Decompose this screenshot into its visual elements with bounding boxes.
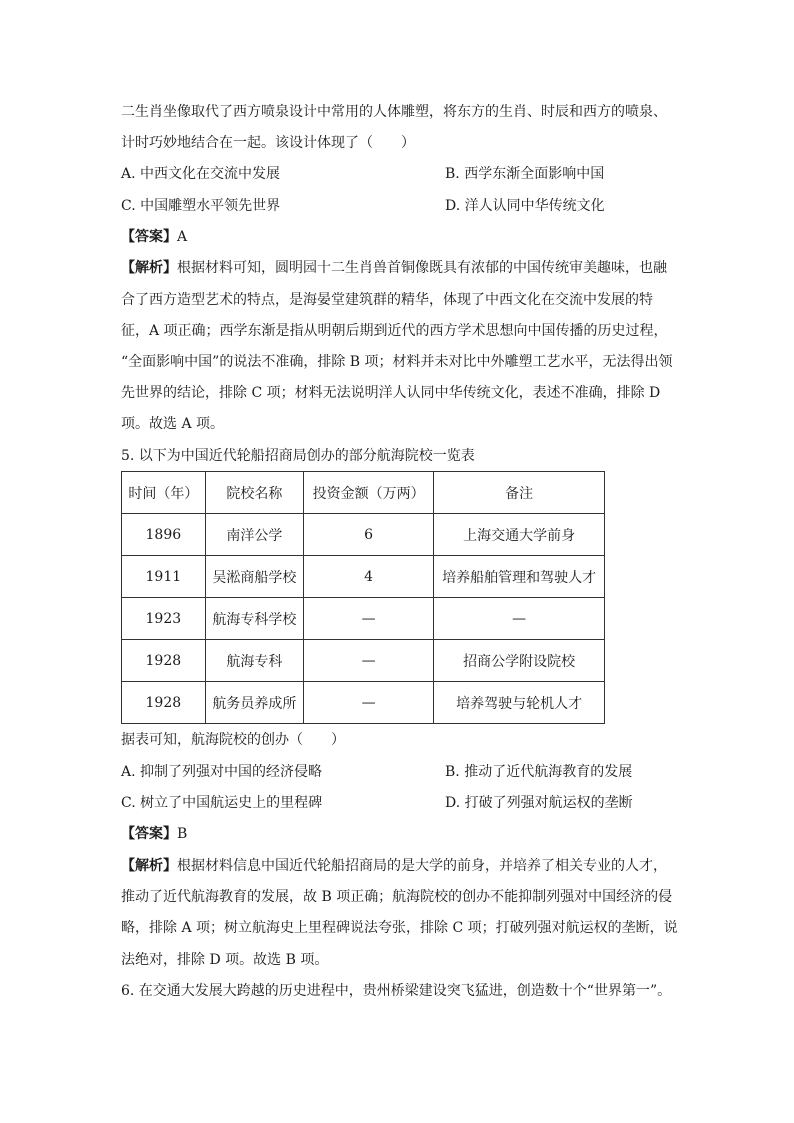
table-row (122, 556, 605, 598)
q5-option-c: C. 树立了中国航运史上的里程碑 (121, 795, 323, 811)
q6-stem: 6. 在交通大发展大跨越的历史进程中，贵州桥梁建设突飞猛进，创造数十个“世界第一”。 (121, 983, 672, 999)
table-header-cell: 备注 (434, 472, 605, 514)
q4-answer-tag: 【答案】 (121, 229, 177, 245)
q4-analysis-line-6: 项。故选 A 项。 (121, 416, 225, 432)
q4-answer (121, 227, 187, 247)
q5-analysis-line-3: 略，排除 A 项；树立航海史上里程碑说法夸张，排除 C 项；打破列强对航运权的垄断，说 (121, 920, 678, 936)
table-cell: 1928 (122, 682, 206, 724)
q4-option-a: A. 中西文化在交流中发展 (121, 166, 281, 182)
q4-analysis-line-3: 征，A 项正确；西学东渐是指从明朝后期到近代的西方学术思想向中国传播的历史过程， (121, 323, 668, 339)
q4-analysis-text-1: 根据材料可知，圆明园十二生肖兽首铜像既具有浓郁的中国传统审美趣味，也融 (177, 260, 667, 276)
table-cell: 招商公学附设院校 (434, 640, 605, 682)
table-cell: 航务员养成所 (205, 682, 303, 724)
table-cell: 6 (304, 514, 434, 556)
q5-answer-value: B (177, 826, 188, 842)
q5-option-d: D. 打破了列强对航运权的垄断 (445, 795, 633, 811)
q4-option-d: D. 洋人认同中华传统文化 (445, 198, 605, 214)
q4-answer-value: A (177, 229, 188, 245)
q4-stem-line-2: 计时巧妙地结合在一起。该设计体现了（ ） (121, 135, 415, 151)
q5-stem: 5. 以下为中国近代轮船招商局创办的部分航海院校一览表 (121, 448, 475, 464)
table-header-row (122, 472, 605, 514)
q5-option-b: B. 推动了近代航海教育的发展 (445, 764, 633, 780)
table-cell: 航海专科学校 (205, 598, 303, 640)
q5-option-a: A. 抑制了列强对中国的经济侵略 (121, 764, 323, 780)
q4-option-b: B. 西学东渐全面影响中国 (445, 166, 605, 182)
table-cell: 培养船舶管理和驾驶人才 (434, 556, 605, 598)
table-row (122, 640, 605, 682)
table-cell: 1896 (122, 514, 206, 556)
q4-analysis-line-5: 先世界的结论，排除 C 项；材料无法说明洋人认同中华传统文化，表述不准确，排除 D (121, 385, 661, 401)
academy-table (121, 471, 605, 724)
q5-analysis-line-4: 法绝对，排除 D 项。故选 B 项。 (121, 952, 329, 968)
q5-analysis-line-2: 推动了近代航海教育的发展，故 B 项正确；航海院校的创办不能抑制列强对中国经济的侵 (121, 889, 673, 905)
table-cell: — (304, 598, 434, 640)
table-cell: 吴淞商船学校 (205, 556, 303, 598)
q5-answer-tag: 【答案】 (121, 826, 177, 842)
table-header-cell: 投资金额（万两） (304, 472, 434, 514)
table-cell: 1923 (122, 598, 206, 640)
q4-analysis-line-2: 合了西方造型艺术的特点，是海晏堂建筑群的精华，体现了中西文化在交流中发展的特 (121, 292, 653, 308)
q5-answer (121, 824, 187, 844)
table-cell: 南洋公学 (205, 514, 303, 556)
q5-analysis-text-1: 根据材料信息中国近代轮船招商局的是大学的前身，并培养了相关专业的人才， (177, 858, 667, 874)
q5-question: 据表可知，航海院校的创办（ ） (121, 732, 345, 748)
table-header-cell: 院校名称 (205, 472, 303, 514)
table-cell: 培养驾驶与轮机人才 (434, 682, 605, 724)
table-cell: 1911 (122, 556, 206, 598)
q5-analysis-line-1 (121, 856, 667, 876)
table-cell: — (434, 598, 605, 640)
q5-analysis-tag: 【解析】 (121, 858, 177, 874)
table-row (122, 514, 605, 556)
q4-analysis-line-4: “全面影响中国”的说法不准确，排除 B 项；材料并未对比中外雕塑工艺水平，无法得出领 (121, 354, 673, 370)
table-row (122, 682, 605, 724)
q4-analysis-tag: 【解析】 (121, 260, 177, 276)
table-cell: — (304, 682, 434, 724)
table-cell: 上海交通大学前身 (434, 514, 605, 556)
table-header-cell: 时间（年） (122, 472, 206, 514)
table-cell: — (304, 640, 434, 682)
table-cell: 4 (304, 556, 434, 598)
table-cell: 航海专科 (205, 640, 303, 682)
table-row (122, 598, 605, 640)
q4-option-c: C. 中国雕塑水平领先世界 (121, 198, 281, 214)
q4-stem-line-1: 二生肖坐像取代了西方喷泉设计中常用的人体雕塑，将东方的生肖、时辰和西方的喷泉、 (121, 104, 667, 120)
table-cell: 1928 (122, 640, 206, 682)
q4-analysis-line-1 (121, 258, 667, 278)
